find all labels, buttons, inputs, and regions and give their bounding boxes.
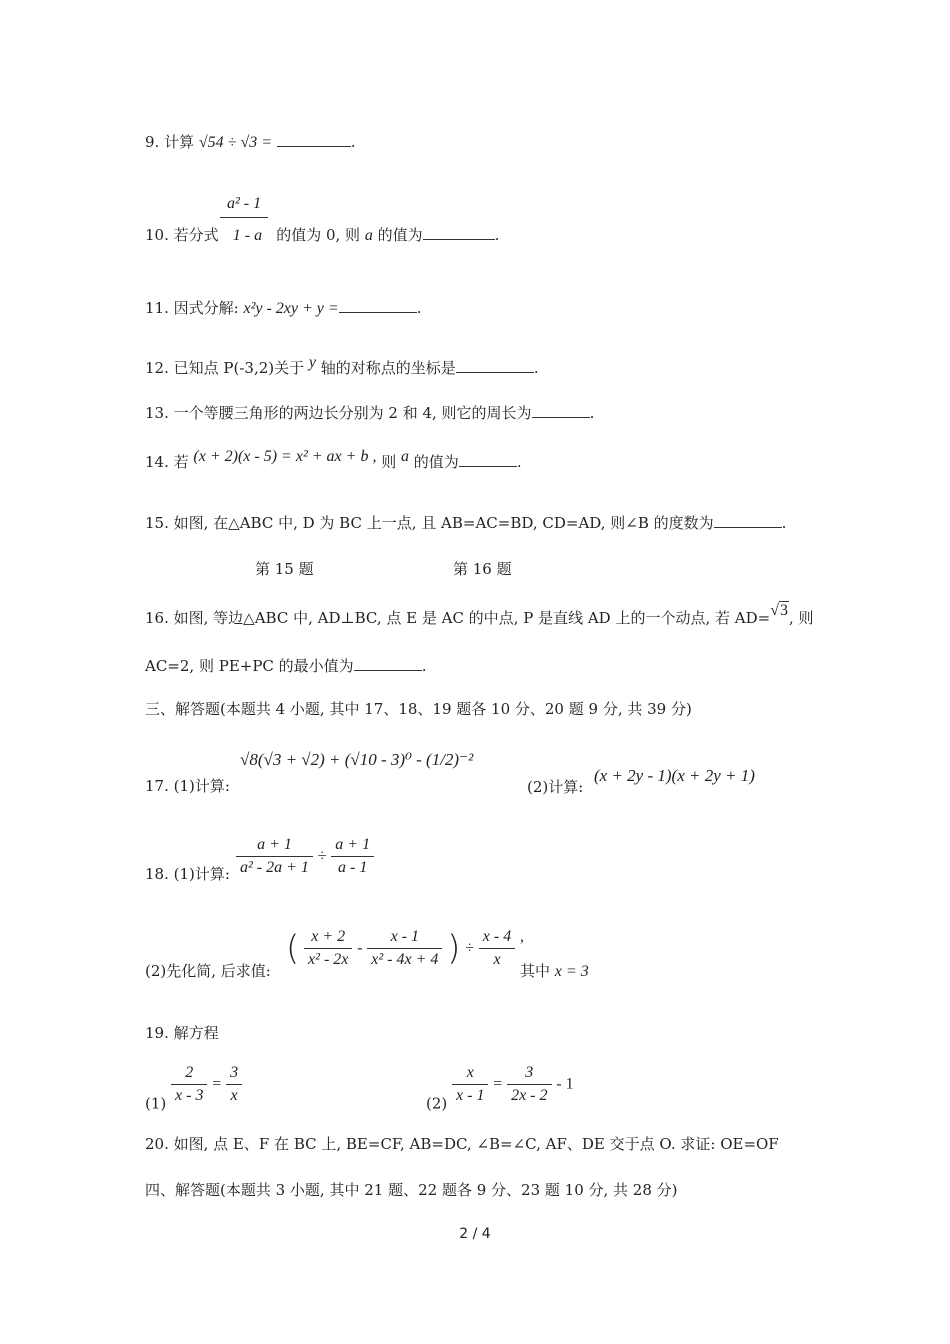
answer-blank xyxy=(354,656,422,671)
fraction: $\frac{x - 4}{x}$ xyxy=(479,928,515,969)
fraction: $\frac{x}{x - 1}$ xyxy=(452,1064,488,1105)
question-17-part-1-label: 17. (1)计算: xyxy=(145,777,230,795)
q18-part-2-expression: ( $\frac{x + 2}{\text{x² - 2x}}$ - $\frac{x - 1}{\text{x² - 4x + 4}}$ ) ÷ $\frac{x - 4}{x}$ , xyxy=(286,928,524,969)
q18-part-1-expression: $\frac{a + 1}{\text{a² - 2a + 1}}$ ÷ $\frac{a + 1}{a - 1}$ xyxy=(236,836,374,877)
question-11: 11. 因式分解: x²y - 2xy + y = . xyxy=(145,299,422,317)
answer-blank xyxy=(459,452,517,467)
q10-denominator: 1 - a xyxy=(232,227,263,244)
question-19-title: 19. 解方程 xyxy=(145,1024,219,1042)
question-15: 15. 如图, 在△ABC 中, D 为 BC 上一点, 且 AB=AC=BD, CD=AD, 则∠B 的度数为 . xyxy=(145,514,787,532)
answer-blank xyxy=(339,298,417,313)
answer-blank xyxy=(714,513,782,528)
q10-numerator: a² - 1 xyxy=(226,195,262,212)
q11-expression: x²y - 2xy + y = xyxy=(243,300,339,317)
q17-part-1-expression: √8(√3 + √2) + (√10 - 3)⁰ - (1/2)⁻² xyxy=(240,750,474,769)
figure-16-caption: 第 16 题 xyxy=(453,560,512,578)
fraction: $\frac{3}{2x - 2}$ xyxy=(507,1064,551,1105)
fraction: $\frac{x + 2}{\text{x² - 2x}}$ xyxy=(304,928,352,969)
question-18-part-2-label: (2)先化简, 后求值: xyxy=(145,962,271,980)
q17-part-2-expression: (x + 2y - 1)(x + 2y + 1) xyxy=(594,766,755,785)
question-16-line-1: 16. 如图, 等边△ABC 中, AD⊥BC, 点 E 是 AC 的中点, P 是直线 AD 上的一个动点, 若 AD=√3, 则 xyxy=(145,602,814,627)
question-9: 9. 计算 √54 ÷ √3 = . xyxy=(145,133,356,151)
question-16-line-2: AC=2, 则 PE+PC 的最小值为 . xyxy=(145,657,427,675)
answer-blank xyxy=(456,358,534,373)
section-3-heading: 三、解答题(本题共 4 小题, 其中 17、18、19 题各 10 分、20 题 9 分, 共 39 分) xyxy=(145,700,692,718)
section-4-heading: 四、解答题(本题共 3 小题, 其中 21 题、22 题各 9 分、23 题 10 分, 共 28 分) xyxy=(145,1181,678,1199)
answer-blank xyxy=(532,403,590,418)
question-17-part-2-label: (2)计算: xyxy=(527,778,584,796)
answer-blank xyxy=(423,225,495,240)
q18-condition: 其中 x = 3 xyxy=(520,962,589,980)
sqrt-3: √3 xyxy=(770,602,788,619)
question-12: 12. 已知点 P(-3,2)关于 y 轴的对称点的坐标是 . xyxy=(145,354,539,377)
fraction: $\frac{3}{x}$ xyxy=(226,1064,242,1105)
fraction: $\frac{x - 1}{\text{x² - 4x + 4}}$ xyxy=(367,928,442,969)
fraction: $\frac{2}{x - 3}$ xyxy=(171,1064,207,1105)
fraction-bar xyxy=(220,217,268,218)
page-number: 2 / 4 xyxy=(459,1226,491,1242)
q14-expression: (x + 2)(x - 5) = x² + ax + b , xyxy=(193,448,377,465)
figure-15-caption: 第 15 题 xyxy=(255,560,314,578)
question-18-part-1-label: 18. (1)计算: xyxy=(145,865,230,883)
q9-expression: √54 ÷ √3 = xyxy=(198,134,273,151)
fraction: $\frac{a + 1}{\text{a² - 2a + 1}}$ xyxy=(236,836,313,877)
question-13: 13. 一个等腰三角形的两边长分别为 2 和 4, 则它的周长为 . xyxy=(145,404,595,422)
question-20: 20. 如图, 点 E、F 在 BC 上, BE=CF, AB=DC, ∠B=∠C, AF、DE 交于点 O. 求证: OE=OF xyxy=(145,1135,779,1153)
fraction: $\frac{a + 1}{a - 1}$ xyxy=(331,836,374,877)
answer-blank xyxy=(277,132,351,147)
q19-part-1: (1) $\frac{2}{x - 3}$ = $\frac{3}{x}$ xyxy=(145,1064,242,1113)
q19-part-2: (2) $\frac{x}{x - 1}$ = $\frac{3}{2x - 2}$ - 1 xyxy=(426,1064,574,1113)
question-14: 14. 若 (x + 2)(x - 5) = x² + ax + b , 则 a 的值为 . xyxy=(145,448,522,471)
